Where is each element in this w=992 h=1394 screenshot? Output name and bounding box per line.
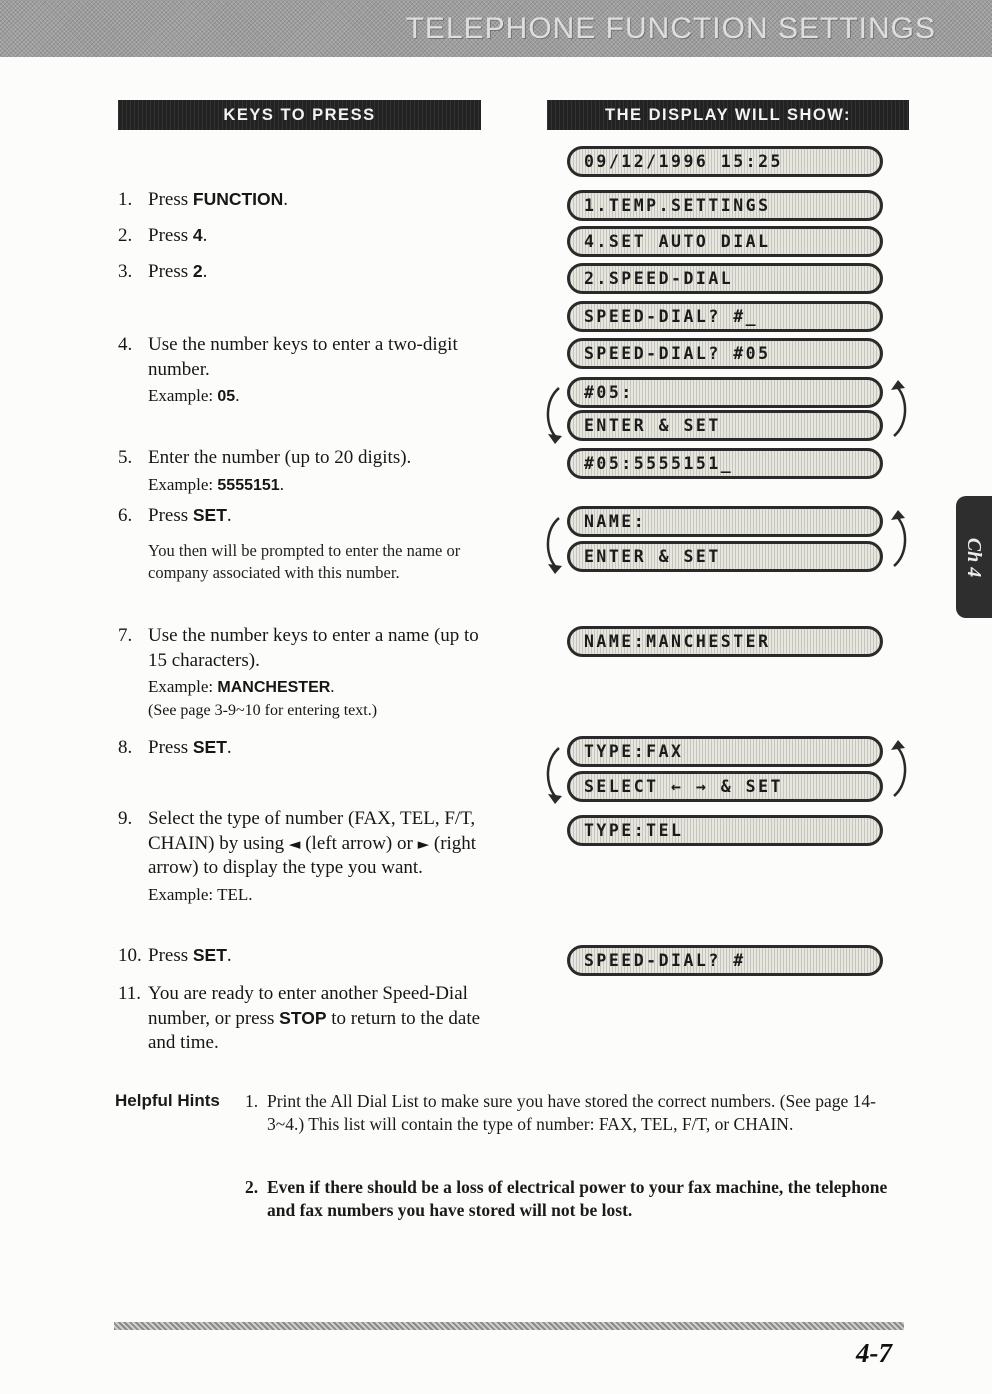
lcd-text: SPEED-DIAL? #_ [584,307,759,326]
step-number: 2. [118,225,133,246]
lcd-display-name-manchester [567,626,883,657]
step-see-note: (See page 3-9~10 for entering text.) [148,702,378,720]
step-text-segment: . [226,945,232,966]
step-text-segment: Press [148,261,193,282]
key-name: SET [192,505,227,525]
example-value: 05 [217,388,236,406]
chapter-tab-label: Ch 4 [963,537,986,577]
lcd-text: SPEED-DIAL? #05 [584,344,771,363]
step-text [148,944,486,969]
step-text-segment: Press [148,505,193,526]
step-text [148,736,486,761]
example-label: Example: [148,386,218,406]
lcd-text: TYPE:TEL [584,821,684,840]
lcd-display-select-set [567,771,883,802]
step-text [148,333,486,408]
step-example: Example: TEL. [148,885,253,905]
lcd-display-date [567,146,883,177]
example-label: Example: [148,474,218,494]
step-5 [118,446,486,496]
step-text [148,260,486,285]
key-name: SET [192,737,227,757]
display-will-show-header [547,100,909,130]
step-text-segment: Use the number keys to enter a two-digit number. [148,334,458,380]
step-text [148,982,486,1056]
step-text [148,807,486,906]
step-text [148,224,486,249]
step-3 [118,260,486,285]
cycle-arrow-right-icon [890,510,916,574]
step-text-segment: Press [148,189,193,210]
step-text-segment: Press [148,945,193,966]
lcd-display-speed-dial-next [567,945,883,976]
lcd-text: NAME:MANCHESTER [584,632,771,651]
key-name: 2 [192,261,203,281]
step-example [148,676,486,699]
step-number: 9. [118,808,133,829]
lcd-display-enter-set-2 [567,541,883,572]
lcd-text: ENTER & SET [584,416,721,435]
step-number: 1. [118,189,133,210]
hint-text: Print the All Dial List to make sure you have stored the correct numbers. (See page 14-3~4.) This list will contain the type of number: FAX, TEL, F/T, or CHAIN. [267,1091,876,1135]
step-text-segment: . [202,225,208,246]
page-banner [0,0,992,57]
key-name: FUNCTION [192,189,284,209]
step-text-segment [148,807,486,881]
lcd-text: 2.SPEED-DIAL [584,269,734,288]
step-text-segment [148,504,486,529]
example-label: Example: [148,677,218,697]
footer-rule [114,1322,904,1330]
helpful-hints-label: Helpful Hints [115,1091,220,1110]
hint-1 [245,1090,907,1137]
step-2 [118,224,486,249]
key-name: STOP [279,1007,327,1028]
step-text-segment: . [283,189,289,210]
step-text-segment: Press [148,737,193,758]
lcd-display-name-prompt [567,506,883,537]
banner-title: TELEPHONE FUNCTION SETTINGS [405,11,936,45]
step-number: 11. [118,983,142,1004]
key-name: 4 [192,225,203,245]
keys-to-press-label: KEYS TO PRESS [223,105,376,124]
step-text-segment: Enter the number (up to 20 digits). [148,447,412,468]
lcd-text: SPEED-DIAL? # [584,951,746,970]
cycle-arrow-left-icon [537,380,563,444]
step-example [148,385,486,408]
step-11 [118,982,486,1056]
lcd-display-temp-settings [567,190,883,221]
key-name: SET [192,945,227,965]
lcd-display-number-prompt [567,377,883,408]
cycle-arrow-right-icon [890,380,916,444]
step-text-segment: . [202,261,208,282]
step-text [148,624,486,722]
lcd-text: NAME: [584,512,647,531]
lcd-display-speed-dial [567,263,883,294]
example-value: 5555151 [217,476,280,494]
cycle-arrow-left-icon [537,740,563,804]
lcd-text: 1.TEMP.SETTINGS [584,196,771,215]
hint-number: 2. [245,1177,259,1197]
lcd-display-set-auto-dial [567,226,883,257]
step-6 [118,504,486,584]
lcd-text: TYPE:FAX [584,742,684,761]
keys-to-press-header [118,100,481,130]
step-text-segment: to return to the date and time. [148,1007,481,1054]
step-number: 10. [118,945,142,966]
hint-text: Even if there should be a loss of electrical power to your fax machine, the telephone and fax numbers you have stored will not be lost. [267,1177,888,1221]
step-number: 3. [118,261,133,282]
step-number: 8. [118,737,133,758]
step-8 [118,736,486,761]
lcd-text: SELECT ← → & SET [584,777,783,796]
step-4 [118,333,486,408]
lcd-text: 4.SET AUTO DIAL [584,232,771,251]
step-text-segment: Press [148,225,193,246]
step-9 [118,807,486,906]
lcd-display-speed-dial-prompt [567,301,883,332]
step-text [148,446,486,496]
step-example [148,474,486,497]
step-text-segment: (right arrow) to display the type you want. [148,832,477,879]
example-period: . [235,386,240,406]
display-will-show-label: THE DISPLAY WILL SHOW: [605,105,851,124]
lcd-text: ENTER & SET [584,547,721,566]
step-number: 7. [118,625,133,646]
lcd-display-speed-dial-05 [567,338,883,369]
right-arrow-icon: ► [417,834,430,853]
example-period: . [279,474,284,494]
cycle-arrow-left-icon [537,510,563,574]
step-text-segment: (left arrow) or [300,832,418,854]
left-arrow-icon: ◄ [288,834,301,853]
step-note: You then will be prompted to enter the name or company associated with this number. [148,540,461,582]
step-1 [118,188,486,213]
hint-2 [245,1176,907,1223]
step-text [148,504,486,584]
step-number: 4. [118,334,133,355]
step-text-segment: . [226,505,232,526]
example-period: . [330,677,335,697]
lcd-text: 09/12/1996 15:25 [584,152,783,171]
page-number: 4-7 [856,1338,892,1368]
example-value: MANCHESTER [217,679,331,697]
step-text-segment: . [226,737,232,758]
step-number: 6. [118,505,133,526]
lcd-text: #05:5555151_ [584,454,734,473]
step-number: 5. [118,447,133,468]
chapter-tab [956,496,992,618]
hint-number: 1. [245,1091,259,1111]
step-text-segment: Use the number keys to enter a name (up to 15 characters). [148,625,479,671]
step-7 [118,624,486,722]
lcd-display-type-tel [567,815,883,846]
step-text [148,188,486,213]
lcd-display-number-entered [567,448,883,479]
step-text-segment: Select the type of number (FAX, TEL, F/T, CHAIN) by using [148,808,476,854]
step-10 [118,944,486,969]
lcd-text: #05: [584,383,634,402]
step-text-segment: You are ready to enter another Speed-Dial number, or press [148,983,468,1029]
cycle-arrow-right-icon [890,740,916,804]
lcd-display-enter-set-1 [567,410,883,441]
lcd-display-type-fax [567,736,883,767]
